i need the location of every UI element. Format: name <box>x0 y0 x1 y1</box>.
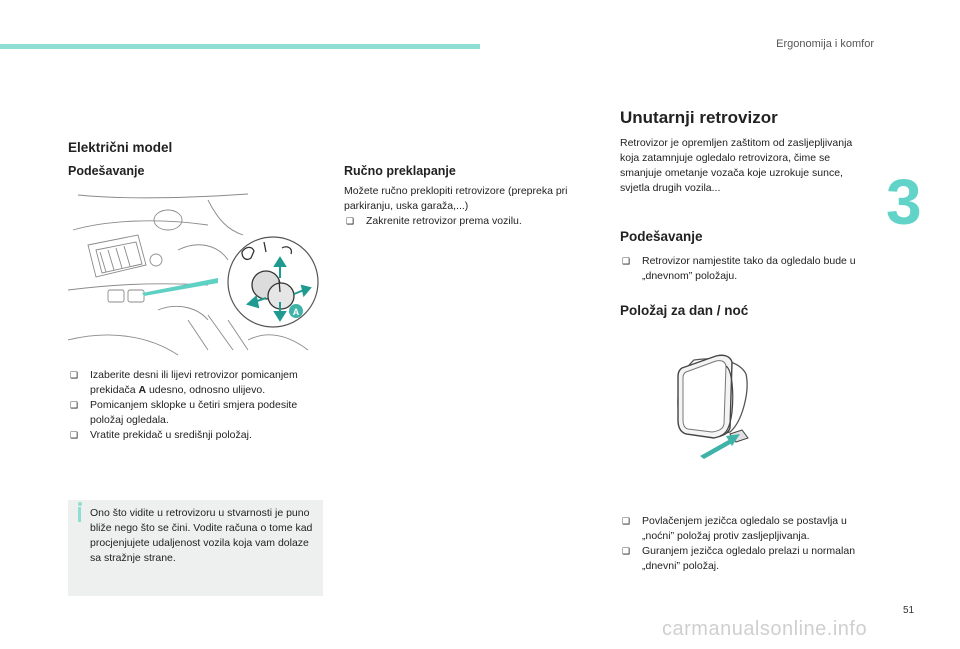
list-item: ❑ Vratite prekidač u središnji položaj. <box>70 429 252 441</box>
checkbox-bullet-icon: ❑ <box>622 546 631 556</box>
checkbox-bullet-icon: ❑ <box>622 256 631 266</box>
list-item: ❑ Povlačenjem jezičca ogledalo se postavlja u „noćni” položaj protiv zasljepljivanja. <box>622 515 847 542</box>
section-title-manual-fold: Ručno preklapanje <box>344 164 456 178</box>
page-number: 51 <box>903 605 915 616</box>
header-accent-bar <box>0 44 480 49</box>
checkbox-bullet-icon: ❑ <box>622 516 631 526</box>
callout-a: A <box>292 307 300 317</box>
subtitle-interior-adjustment: Podešavanje <box>620 229 703 244</box>
watermark: carmanualsonline.info <box>662 618 868 640</box>
list-item: ❑ Guranjem jezičca ogledalo prelazi u normalan „dnevni” položaj. <box>622 545 856 572</box>
info-box <box>68 500 323 596</box>
door-mirror-switch-illustration <box>68 190 324 360</box>
section-title-electric: Električni model <box>68 140 173 155</box>
chapter-number: 3 <box>886 166 922 238</box>
subtitle-day-night: Položaj za dan / noć <box>620 303 749 318</box>
day-night-steps <box>620 514 874 574</box>
info-icon-bar <box>78 507 81 522</box>
section-title-interior-mirror: Unutarnji retrovizor <box>620 108 778 127</box>
chapter-title: Ergonomija i komfor <box>776 38 874 50</box>
checkbox-bullet-icon: ❑ <box>70 370 79 380</box>
info-icon <box>78 502 82 506</box>
list-item: ❑ Zakrenite retrovizor prema vozilu. <box>346 215 522 227</box>
manual-fold-steps <box>344 214 594 229</box>
interior-mirror-illustration <box>660 352 790 460</box>
manual-fold-paragraph: Možete ručno preklopiti retrovizore (prepreka pri parkiranju, uska garaža,...) <box>344 185 568 212</box>
list-item: ❑ Retrovizor namjestite tako da ogledalo bude u „dnevnom” položaju. <box>622 255 856 282</box>
electric-steps-list <box>68 368 326 443</box>
info-text: Ono što vidite u retrovizoru u stvarnosti je puno bliže nego što se čini. Vodite računa o tome kad procjenjujete udaljenost vozila koja vam dolaze sa stražnje strane. <box>90 507 313 564</box>
list-item: ❑ Pomicanjem sklopke u četiri smjera podesite položaj ogledala. <box>70 399 298 426</box>
list-item: ❑ Izaberite desni ili lijevi retrovizor pomicanjem prekidača A udesno, odnosno ulijevo. <box>70 369 298 396</box>
subtitle-adjustment: Podešavanje <box>68 164 145 178</box>
checkbox-bullet-icon: ❑ <box>346 216 355 226</box>
interior-mirror-paragraph: Retrovizor je opremljen zaštitom od zasljepljivanja koja zatamnjuje ogledalo retrovizora, čime se smanjuje ometanje vozača koje uzrokuje sunce, svjetla drugih vozila... <box>620 137 853 194</box>
checkbox-bullet-icon: ❑ <box>70 430 79 440</box>
interior-adjust-steps <box>620 254 862 284</box>
checkbox-bullet-icon: ❑ <box>70 400 79 410</box>
